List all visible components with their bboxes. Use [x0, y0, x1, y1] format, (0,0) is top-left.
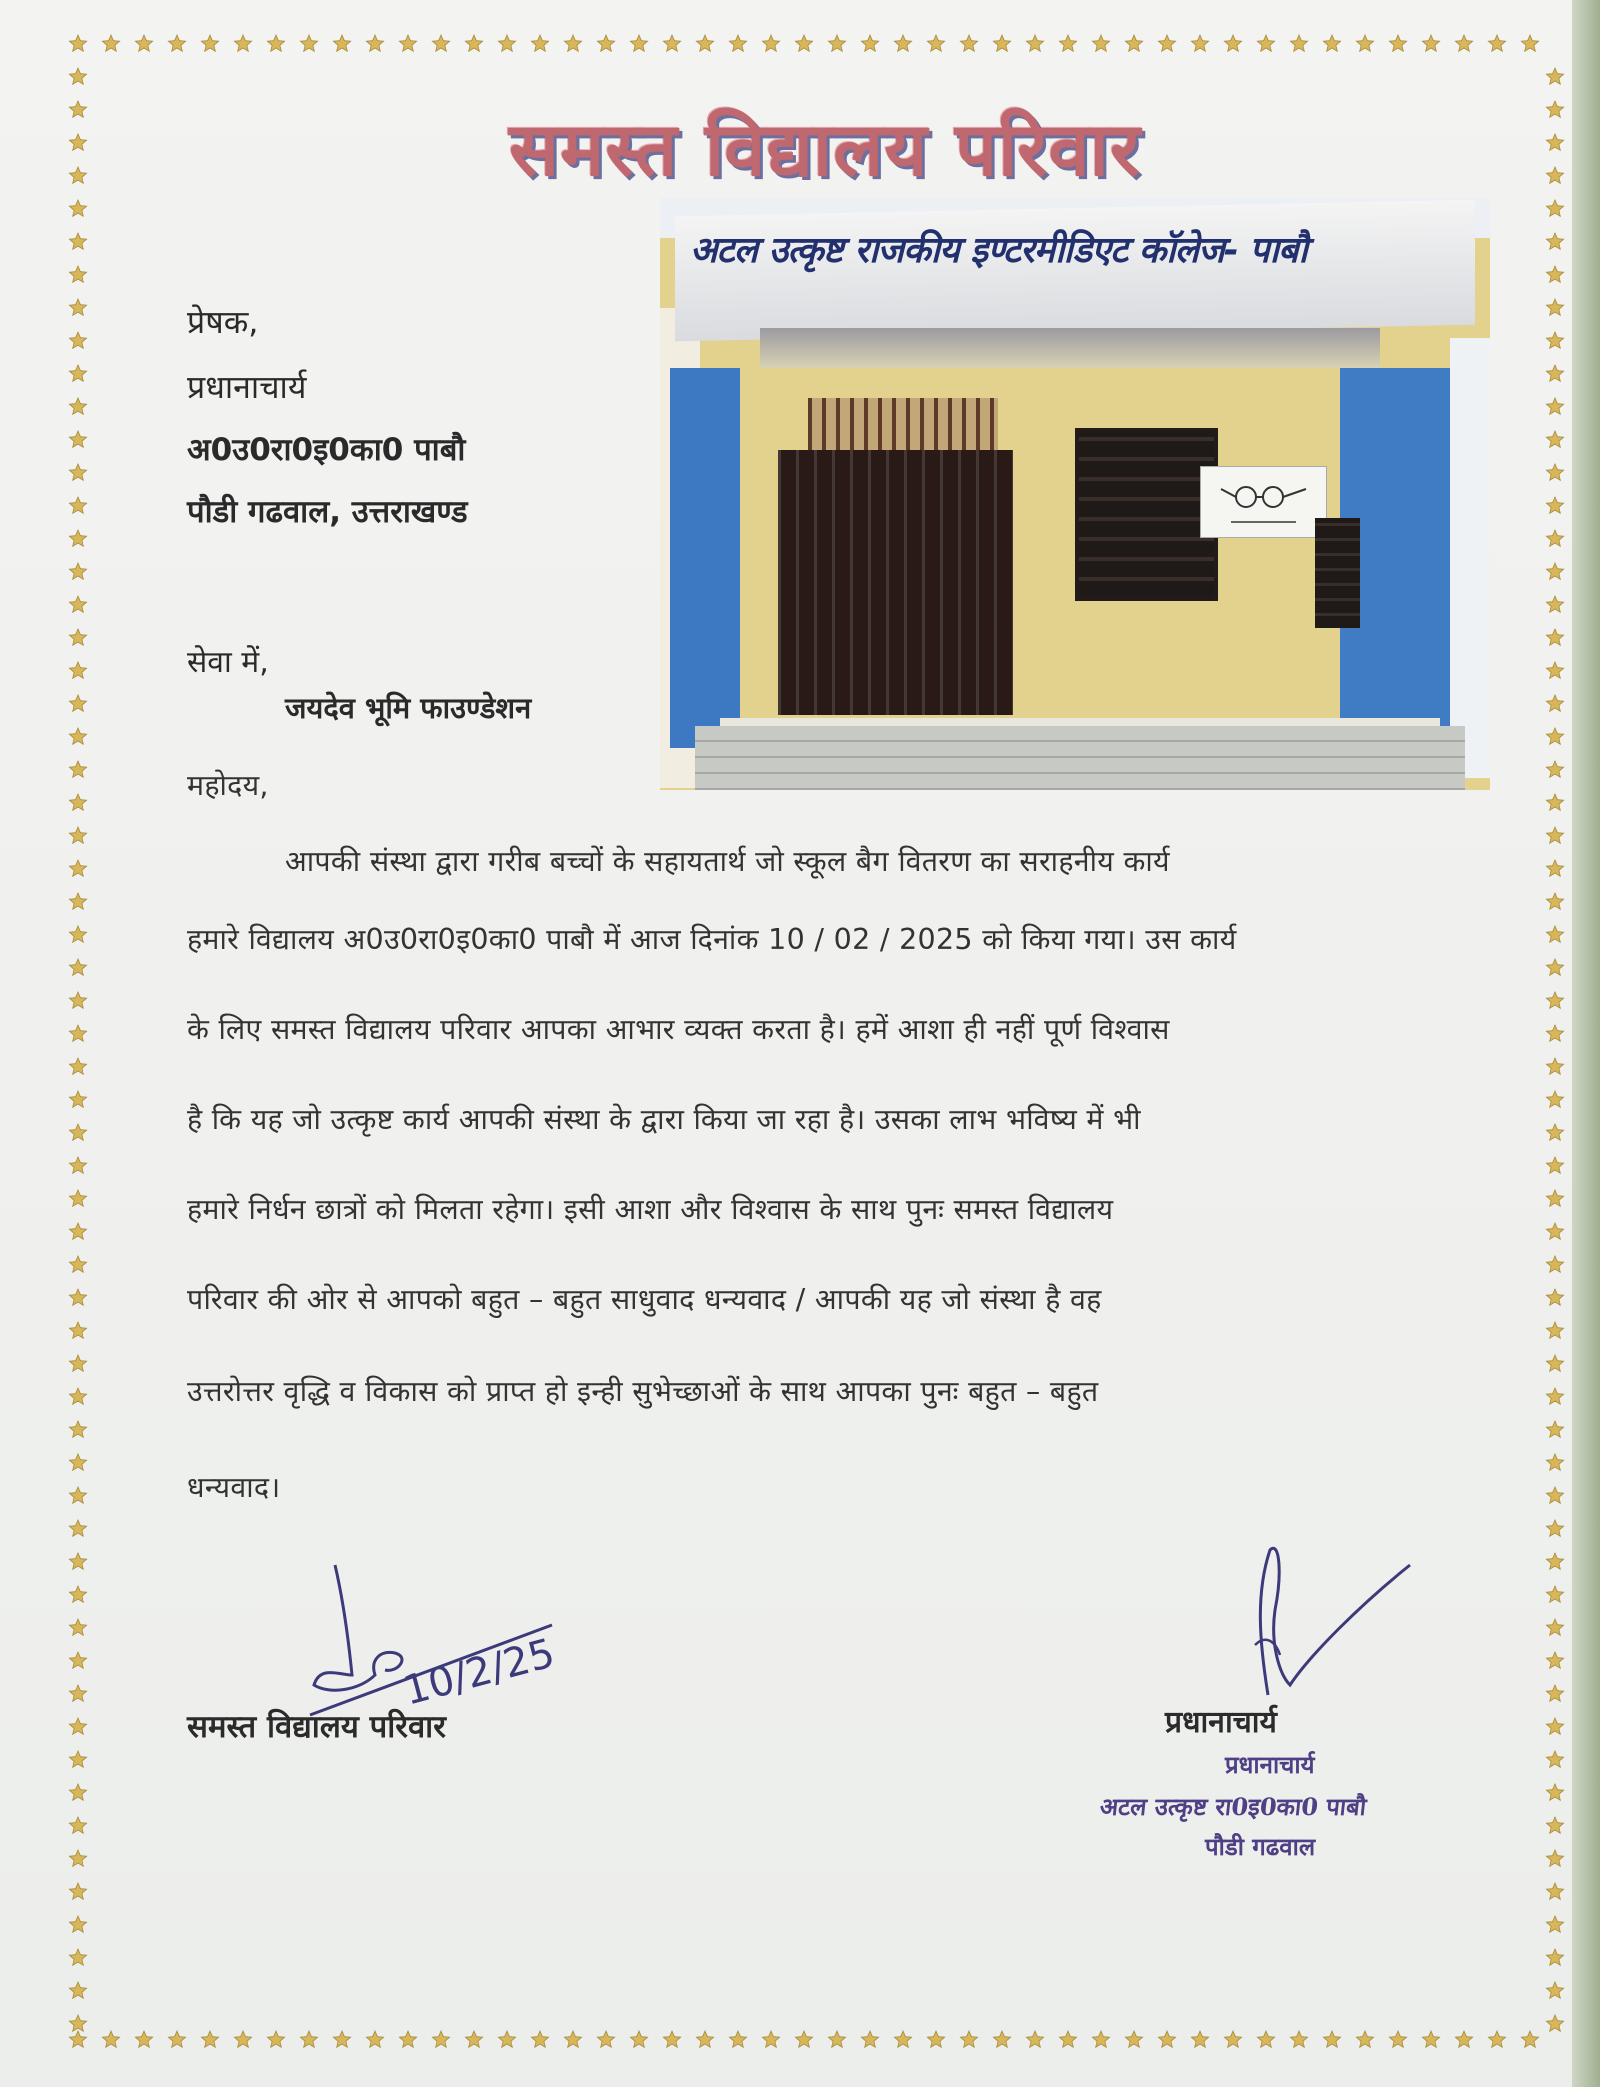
- photo-window-right: [1315, 518, 1360, 628]
- border-star-icon: [1546, 1322, 1563, 1338]
- border-star-icon: [1290, 2031, 1307, 2047]
- border-star-icon: [300, 35, 317, 51]
- border-star-icon: [69, 68, 86, 84]
- border-star-icon: [69, 233, 86, 249]
- border-star-icon: [1546, 563, 1563, 579]
- border-star-icon: [663, 2031, 680, 2047]
- border-star-icon: [69, 1124, 86, 1140]
- border-star-icon: [69, 893, 86, 909]
- border-star-icon: [1125, 35, 1142, 51]
- border-star-icon: [69, 1091, 86, 1107]
- border-star-icon: [1546, 1091, 1563, 1107]
- border-star-icon: [69, 926, 86, 942]
- border-star-icon: [1546, 1685, 1563, 1701]
- border-star-icon: [1546, 1190, 1563, 1206]
- border-star-icon: [1546, 530, 1563, 546]
- border-star-icon: [960, 35, 977, 51]
- border-star-icon: [1455, 2031, 1472, 2047]
- border-star-icon: [1059, 2031, 1076, 2047]
- border-star-icon: [498, 2031, 515, 2047]
- border-star-icon: [168, 2031, 185, 2047]
- border-star-icon: [630, 2031, 647, 2047]
- salutation: महोदय,: [187, 769, 269, 802]
- border-star-icon: [1059, 35, 1076, 51]
- border-star-icon: [1422, 2031, 1439, 2047]
- photo-canopy-shadow: [760, 328, 1380, 368]
- border-star-icon: [1546, 1388, 1563, 1404]
- border-star-icon: [927, 2031, 944, 2047]
- photo-wall-right: [1450, 338, 1490, 778]
- border-star-icon: [597, 2031, 614, 2047]
- border-star-icon: [1546, 794, 1563, 810]
- border-star-icon: [69, 332, 86, 348]
- border-star-icon: [69, 1751, 86, 1767]
- border-star-icon: [69, 431, 86, 447]
- border-star-icon: [1546, 1850, 1563, 1866]
- border-star-icon: [69, 728, 86, 744]
- border-star-icon: [102, 2031, 119, 2047]
- border-star-icon: [1546, 1652, 1563, 1668]
- border-star-icon: [1546, 1619, 1563, 1635]
- border-star-icon: [927, 35, 944, 51]
- border-star-icon: [69, 464, 86, 480]
- border-star-icon: [1546, 1289, 1563, 1305]
- border-star-icon: [135, 35, 152, 51]
- handwritten-date: 10/2/25: [398, 1630, 560, 1715]
- stamp-line-2: अटल उत्कृष्ट रा0इ0का0 पाबौ: [1098, 1792, 1368, 1821]
- border-star-icon: [69, 1223, 86, 1239]
- border-star-icon: [1191, 35, 1208, 51]
- border-star-icon: [69, 365, 86, 381]
- border-star-icon: [1546, 1223, 1563, 1239]
- border-star-icon: [1546, 68, 1563, 84]
- border-star-icon: [1257, 2031, 1274, 2047]
- border-star-icon: [69, 1190, 86, 1206]
- border-star-icon: [630, 35, 647, 51]
- border-star-icon: [1224, 35, 1241, 51]
- border-star-icon: [1546, 1355, 1563, 1371]
- border-star-icon: [267, 35, 284, 51]
- photo-window: [1075, 428, 1218, 601]
- border-star-icon: [1125, 2031, 1142, 2047]
- border-star-icon: [1455, 35, 1472, 51]
- border-star-icon: [894, 35, 911, 51]
- sender-label: प्रेषक,: [187, 303, 259, 341]
- border-star-icon: [1546, 761, 1563, 777]
- border-star-icon: [69, 629, 86, 645]
- border-star-icon: [729, 2031, 746, 2047]
- border-star-icon: [1546, 959, 1563, 975]
- border-star-icon: [1323, 35, 1340, 51]
- border-star-icon: [1546, 134, 1563, 150]
- border-star-icon: [69, 1520, 86, 1536]
- border-star-icon: [1546, 1553, 1563, 1569]
- border-star-icon: [1158, 2031, 1175, 2047]
- border-star-icon: [69, 662, 86, 678]
- border-star-icon: [564, 35, 581, 51]
- border-star-icon: [1092, 35, 1109, 51]
- signature-left-label: समस्त विद्यालय परिवार: [187, 1709, 446, 1745]
- border-star-icon: [861, 2031, 878, 2047]
- border-star-icon: [69, 398, 86, 414]
- border-star-icon: [69, 167, 86, 183]
- border-star-icon: [69, 695, 86, 711]
- border-star-icon: [69, 563, 86, 579]
- border-star-icon: [1422, 35, 1439, 51]
- recipient-label: सेवा में,: [187, 645, 269, 680]
- border-star-icon: [69, 794, 86, 810]
- border-star-icon: [69, 497, 86, 513]
- border-star-icon: [1546, 464, 1563, 480]
- border-star-icon: [1546, 728, 1563, 744]
- border-star-icon: [1546, 1421, 1563, 1437]
- border-star-icon: [300, 2031, 317, 2047]
- border-star-icon: [1521, 35, 1538, 51]
- border-star-icon: [1389, 2031, 1406, 2047]
- border-star-icon: [69, 596, 86, 612]
- border-star-icon: [1546, 1520, 1563, 1536]
- border-star-icon: [69, 1454, 86, 1470]
- border-star-icon: [1026, 2031, 1043, 2047]
- signature-right-label: प्रधानाचार्य: [1165, 1705, 1277, 1740]
- border-star-icon: [1191, 2031, 1208, 2047]
- border-star-icon: [663, 35, 680, 51]
- border-star-icon: [1546, 860, 1563, 876]
- sender-school: अ0उ0रा0इ0का0 पाबौ: [187, 432, 466, 468]
- border-star-icon: [1546, 992, 1563, 1008]
- border-star-icon: [1546, 365, 1563, 381]
- border-star-icon: [1546, 497, 1563, 513]
- border-star-icon: [1290, 35, 1307, 51]
- border-star-icon: [795, 35, 812, 51]
- border-star-icon: [1546, 1025, 1563, 1041]
- border-star-icon: [1546, 827, 1563, 843]
- border-star-icon: [1546, 1784, 1563, 1800]
- border-star-icon: [69, 101, 86, 117]
- border-star-icon: [69, 2031, 86, 2047]
- border-star-icon: [1546, 1817, 1563, 1833]
- border-star-icon: [1546, 299, 1563, 315]
- border-star-icon: [1546, 200, 1563, 216]
- border-star-icon: [1389, 35, 1406, 51]
- border-star-icon: [1546, 1586, 1563, 1602]
- sender-designation: प्रधानाचार्य: [187, 368, 307, 406]
- border-star-icon: [69, 1784, 86, 1800]
- border-star-icon: [69, 992, 86, 1008]
- border-star-icon: [432, 2031, 449, 2047]
- border-star-icon: [201, 35, 218, 51]
- border-star-icon: [432, 35, 449, 51]
- border-star-icon: [1092, 2031, 1109, 2047]
- border-star-icon: [531, 2031, 548, 2047]
- border-star-icon: [1546, 926, 1563, 942]
- border-star-icon: [69, 1586, 86, 1602]
- border-star-icon: [1546, 596, 1563, 612]
- border-star-icon: [1546, 1058, 1563, 1074]
- border-star-icon: [69, 1487, 86, 1503]
- border-star-icon: [69, 266, 86, 282]
- border-star-icon: [597, 35, 614, 51]
- body-line-5: हमारे निर्धन छात्रों को मिलता रहेगा। इसी आशा और विश्वास के साथ पुनः समस्त विद्यालय: [187, 1193, 1114, 1226]
- border-star-icon: [69, 1553, 86, 1569]
- border-star-icon: [69, 1817, 86, 1833]
- body-line-4: है कि यह जो उत्कृष्ट कार्य आपकी संस्था के द्वारा किया जा रहा है। उसका लाभ भविष्य में भी: [187, 1103, 1141, 1136]
- border-star-icon: [465, 35, 482, 51]
- stamp-line-3: पौडी गढवाल: [1205, 1832, 1316, 1861]
- border-star-icon: [1546, 629, 1563, 645]
- border-star-icon: [729, 35, 746, 51]
- border-star-icon: [69, 1916, 86, 1932]
- body-line-7: उत्तरोत्तर वृद्धि व विकास को प्राप्त हो इन्ही सुभेच्छाओं के साथ आपका पुनः बहुत – बहुत: [187, 1375, 1099, 1408]
- border-star-icon: [762, 2031, 779, 2047]
- border-star-icon: [1546, 695, 1563, 711]
- sender-location: पौडी गढवाल, उत्तराखण्ड: [187, 494, 468, 530]
- body-line-3: के लिए समस्त विद्यालय परिवार आपका आभार व्यक्त करता है। हमें आशा ही नहीं पूर्ण विश्वास: [187, 1013, 1170, 1046]
- border-star-icon: [399, 35, 416, 51]
- border-star-icon: [168, 35, 185, 51]
- border-star-icon: [69, 134, 86, 150]
- border-star-icon: [1546, 662, 1563, 678]
- border-star-icon: [993, 35, 1010, 51]
- border-star-icon: [69, 1685, 86, 1701]
- border-star-icon: [1546, 1256, 1563, 1272]
- border-star-icon: [1546, 1718, 1563, 1734]
- border-star-icon: [762, 35, 779, 51]
- border-star-icon: [894, 2031, 911, 2047]
- border-star-icon: [1546, 1883, 1563, 1899]
- border-star-icon: [69, 1289, 86, 1305]
- photo-door-gate: [778, 450, 1013, 715]
- recipient-name: जयदेव भूमि फाउण्डेशन: [285, 691, 532, 725]
- stamp-line-1: प्रधानाचार्य: [1225, 1750, 1315, 1779]
- border-star-icon: [69, 959, 86, 975]
- border-star-icon: [333, 2031, 350, 2047]
- border-star-icon: [828, 2031, 845, 2047]
- border-star-icon: [69, 35, 86, 51]
- border-star-icon: [234, 35, 251, 51]
- border-star-icon: [135, 2031, 152, 2047]
- border-star-icon: [69, 2015, 86, 2031]
- border-star-icon: [1546, 893, 1563, 909]
- border-star-icon: [69, 200, 86, 216]
- body-line-8: धन्यवाद।: [187, 1471, 281, 1504]
- border-star-icon: [399, 2031, 416, 2047]
- border-star-icon: [564, 2031, 581, 2047]
- body-line-2: हमारे विद्यालय अ0उ0रा0इ0का0 पाबौ में आज दिनांक 10 / 02 / 2025 को किया गया। उस कार्य: [187, 923, 1237, 956]
- school-name-sign: अटल उत्कृष्ट राजकीय इण्टरमीडिएट कॉलेज- पाबौ: [690, 230, 1307, 271]
- border-star-icon: [1546, 233, 1563, 249]
- border-star-icon: [69, 1322, 86, 1338]
- border-star-icon: [1546, 398, 1563, 414]
- border-star-icon: [1257, 35, 1274, 51]
- border-star-icon: [267, 2031, 284, 2047]
- border-star-icon: [69, 530, 86, 546]
- body-line-6: परिवार की ओर से आपको बहुत – बहुत साधुवाद धन्यवाद / आपकी यह जो संस्था है वह: [187, 1283, 1102, 1316]
- photo-wall-plaque: [1200, 466, 1327, 538]
- border-star-icon: [1546, 266, 1563, 282]
- border-star-icon: [69, 1058, 86, 1074]
- border-star-icon: [1224, 2031, 1241, 2047]
- border-star-icon: [69, 1157, 86, 1173]
- border-star-icon: [333, 35, 350, 51]
- border-star-icon: [1323, 2031, 1340, 2047]
- border-star-icon: [1546, 1751, 1563, 1767]
- border-star-icon: [69, 1949, 86, 1965]
- border-star-icon: [465, 2031, 482, 2047]
- border-star-icon: [1546, 1916, 1563, 1932]
- spectacles-logo-icon: [1201, 467, 1326, 537]
- border-star-icon: [1546, 1157, 1563, 1173]
- border-star-icon: [696, 2031, 713, 2047]
- border-star-icon: [69, 1850, 86, 1866]
- border-star-icon: [102, 35, 119, 51]
- border-star-icon: [993, 2031, 1010, 2047]
- border-star-icon: [795, 2031, 812, 2047]
- border-star-icon: [69, 1421, 86, 1437]
- border-star-icon: [696, 35, 713, 51]
- border-star-icon: [1546, 2015, 1563, 2031]
- border-star-icon: [1546, 431, 1563, 447]
- border-star-icon: [69, 1883, 86, 1899]
- border-star-icon: [69, 1025, 86, 1041]
- border-star-icon: [69, 1388, 86, 1404]
- border-star-icon: [1546, 101, 1563, 117]
- border-star-icon: [69, 299, 86, 315]
- border-star-icon: [69, 1652, 86, 1668]
- school-building-photo: [660, 198, 1490, 790]
- border-star-icon: [1521, 2031, 1538, 2047]
- border-star-icon: [69, 1256, 86, 1272]
- border-star-icon: [69, 1718, 86, 1734]
- border-star-icon: [1158, 35, 1175, 51]
- border-star-icon: [828, 35, 845, 51]
- letter-heading: समस्त विद्यालय परिवार: [509, 107, 1141, 193]
- border-star-icon: [498, 35, 515, 51]
- border-star-icon: [531, 35, 548, 51]
- photo-pillar-left: [670, 368, 740, 748]
- border-star-icon: [1546, 1982, 1563, 1998]
- border-star-icon: [201, 2031, 218, 2047]
- photo-steps: [695, 726, 1465, 790]
- border-star-icon: [1488, 2031, 1505, 2047]
- border-star-icon: [1356, 35, 1373, 51]
- border-star-icon: [69, 1982, 86, 1998]
- border-star-icon: [861, 35, 878, 51]
- border-star-icon: [234, 2031, 251, 2047]
- border-star-icon: [69, 827, 86, 843]
- border-star-icon: [1546, 167, 1563, 183]
- border-star-icon: [366, 35, 383, 51]
- border-star-icon: [1546, 1487, 1563, 1503]
- body-line-1: आपकी संस्था द्वारा गरीब बच्चों के सहायतार्थ जो स्कूल बैग वितरण का सराहनीय कार्य: [285, 845, 1170, 878]
- photo-door-grill: [808, 398, 998, 450]
- border-star-icon: [366, 2031, 383, 2047]
- border-star-icon: [1546, 332, 1563, 348]
- border-star-icon: [69, 1355, 86, 1371]
- border-star-icon: [1026, 35, 1043, 51]
- border-star-icon: [1546, 1124, 1563, 1140]
- right-handwritten-signature: [1220, 1535, 1430, 1715]
- border-star-icon: [1546, 1454, 1563, 1470]
- border-star-icon: [69, 860, 86, 876]
- border-star-icon: [960, 2031, 977, 2047]
- border-star-icon: [1488, 35, 1505, 51]
- border-star-icon: [1546, 1949, 1563, 1965]
- border-star-icon: [69, 1619, 86, 1635]
- border-star-icon: [1356, 2031, 1373, 2047]
- border-star-icon: [69, 761, 86, 777]
